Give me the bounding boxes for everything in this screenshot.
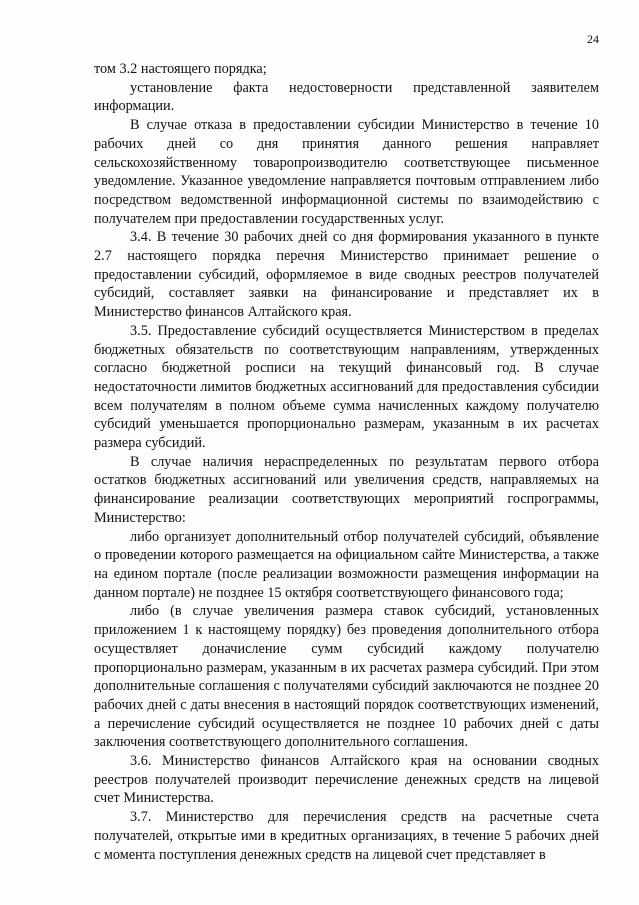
document-body (94, 60, 599, 864)
paragraph: 3.5. Предоставление субсидий осуществляется Министерством в пределах бюджетных обязательств по соответствующим направлениям, утвержденных согласно бюджетной росписи на текущий финансовый год. В случае недостаточности лимитов бюджетных ассигнований для предоставления субсидии всем получателям в полном объеме сумма начисленных каждому получателю субсидий уменьшается пропорционально размерам, указанным в их расчетах размера субсидий. (94, 322, 599, 452)
paragraph: В случае отказа в предоставлении субсидии Министерство в течение 10 рабочих дней со дня принятия данного решения направляет сельскохозяйственному товаропроизводителю соответствующее письменное уведомление. Указанное уведомление направляется почтовым отправлением либо посредством ведомственной информационной системы по взаимодействию с получателем при предоставлении государственных услуг. (94, 117, 599, 227)
paragraph: том 3.2 настоящего порядка; (94, 61, 267, 77)
paragraph: В случае наличия нераспределенных по результатам первого отбора остатков бюджетных ассигнований или увеличения средств, направляемых на финансирование реализации соответствующих мероприятий госпрограммы, Министерство: (94, 453, 599, 526)
paragraph: 3.4. В течение 30 рабочих дней со дня формирования указанного в пункте 2.7 настоящего порядка перечня Министерство принимает решение о предоставлении субсидий, оформляемое в виде сводных реестров получателей субсидий, составляет заявки на финансирование и представляет их в Министерство финансов Алтайского края. (94, 229, 599, 321)
paragraph: 3.6. Министерство финансов Алтайского края на основании сводных реестров получателей производит перечисление денежных средств на лицевой счет Министерства. (94, 753, 599, 807)
paragraph: либо (в случае увеличения размера ставок субсидий, установленных приложением 1 к настоящему порядку) без проведения дополнительного отбора осуществляет доначисление сумм субсидий каждому получателю пропорционально размерам, указанным в их расчетах размера субсидий. При этом дополнительные соглашения с получателями субсидий заключаются не позднее 20 рабочих дней с даты внесения в настоящий порядок соответствующих изменений, а перечисление субсидий осуществляется не позднее 10 рабочих дней с даты заключения соответствующего дополнительного соглашения. (94, 603, 599, 751)
page-number: 24 (587, 32, 599, 46)
paragraph: либо организует дополнительный отбор получателей субсидий, объявление о проведении которого размещается на официальном сайте Министерства, а также на едином портале (после реализации возможности размещения информации на данном портале) не позднее 15 октября соответствующего финансового года; (94, 528, 599, 601)
paragraph: установление факта недостоверности представленной заявителем информации. (94, 79, 599, 115)
paragraph: 3.7. Министерство для перечисления средств на расчетные счета получателей, открытые ими в кредитных организациях, в течение 5 рабочих дней с момента поступления денежных средств на лицевой счет представляет в (94, 809, 599, 863)
